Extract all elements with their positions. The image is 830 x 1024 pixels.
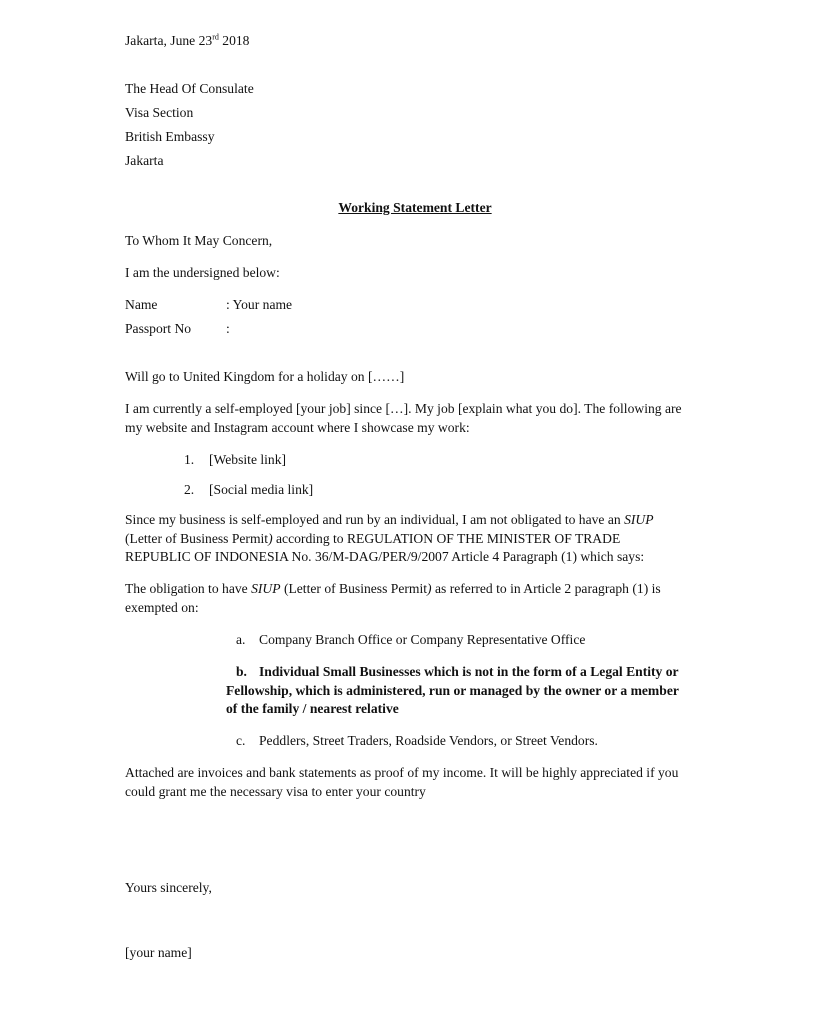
obligation-text-line-2: exempted on: [125,600,199,615]
exemption-item-c: c. Peddlers, Street Traders, Roadside Vendors, or Street Vendors. [236,733,598,748]
siup-text-line-3: REPUBLIC OF INDONESIA No. 36/M-DAG/PER/9/2007 Article 4 Paragraph (1) which says: [125,549,645,564]
salutation: To Whom It May Concern, [125,233,273,248]
letter-date: Jakarta, June 23rd 2018 [125,32,250,48]
siup-text-line-2: (Letter of Business Permit) according to REGULATION OF THE MINISTER OF TRADE [125,531,621,546]
exemption-item-a: a. Company Branch Office or Company Representative Office [236,632,586,647]
obligation-text-line-1: The obligation to have SIUP (Letter of Business Permit) as referred to in Article 2 paragraph (1) is [125,581,661,596]
job-text-line-1: I am currently a self-employed [your job] since […]. My job [explain what you do]. The following are [125,401,682,416]
exemption-item-b-line-1: b. Individual Small Businesses which is not in the form of a Legal Entity or [236,664,679,679]
recipient-line-1: The Head Of Consulate [125,81,254,96]
field-name-label: Name [125,297,158,312]
attached-text-line-1: Attached are invoices and bank statements as proof of my income. It will be highly appreciated if you [125,765,679,780]
exemption-item-b-line-3: of the family / nearest relative [226,701,399,716]
recipient-line-3: British Embassy [125,129,215,144]
field-name-value: : Your name [226,297,293,312]
siup-text-line-1: Since my business is self-employed and run by an individual, I am not obligated to have an SIUP [125,512,654,527]
letter-title: Working Statement Letter [338,200,492,215]
link-item-website: 1. [Website link] [184,452,287,467]
signature-name: [your name] [125,945,192,960]
exemption-item-b-line-2: Fellowship, which is administered, run or managed by the owner or a member [226,683,679,698]
job-text-line-2: my website and Instagram account where I showcase my work: [125,420,470,435]
attached-text-line-2: could grant me the necessary visa to enter your country [125,784,426,799]
intro-text: I am the undersigned below: [125,265,280,280]
recipient-line-2: Visa Section [125,105,194,120]
closing-text: Yours sincerely, [125,880,212,895]
field-passport-label: Passport No [125,321,192,336]
field-passport-value: : [226,321,230,336]
recipient-line-4: Jakarta [125,153,164,168]
holiday-text: Will go to United Kingdom for a holiday on [……] [125,369,405,384]
link-item-social: 2. [Social media link] [184,482,314,497]
